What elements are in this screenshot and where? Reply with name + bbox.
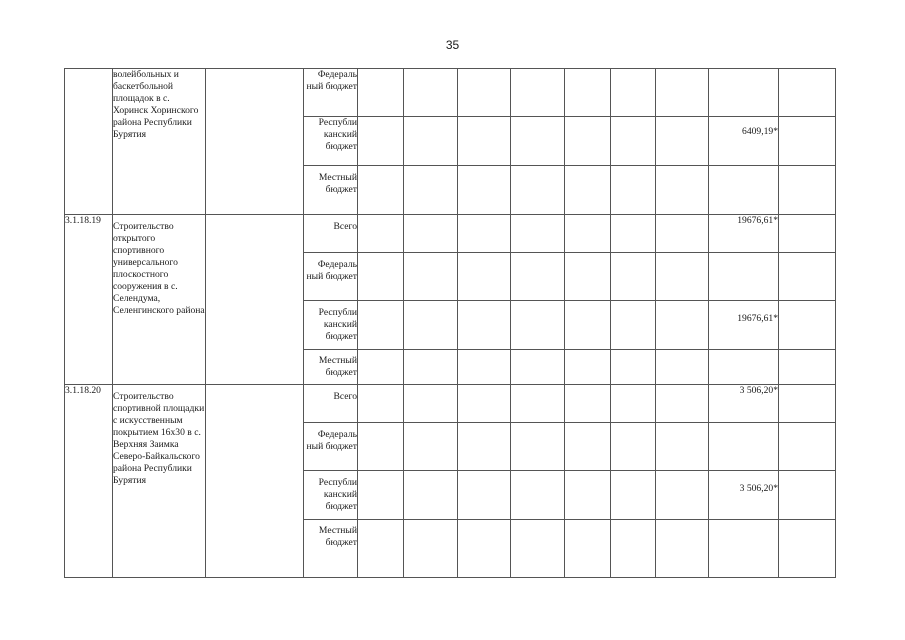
funding-source: Республи канский бюджет	[304, 117, 358, 166]
amount-value	[709, 350, 779, 385]
empty-cell	[206, 69, 304, 215]
page-number: 35	[445, 38, 460, 52]
table-row	[65, 215, 836, 253]
table-row	[65, 385, 836, 423]
row-code	[65, 69, 113, 215]
empty-cell	[206, 215, 304, 385]
funding-source: Местный бюджет	[304, 350, 358, 385]
amount-value	[709, 166, 779, 215]
funding-source: Местный бюджет	[304, 166, 358, 215]
funding-source: Всего	[304, 215, 358, 253]
funding-source: Местный бюджет	[304, 520, 358, 578]
amount-value	[709, 69, 779, 117]
amount-value: 3 506,20*	[709, 385, 779, 423]
table-row	[65, 69, 836, 117]
event-name: волейбольных и баскетбольной площадок в с. Хоринск Хоринского района Республики Бурятия	[113, 69, 206, 215]
empty-cell	[206, 385, 304, 578]
amount-value	[709, 520, 779, 578]
funding-source: Федераль ный бюджет	[304, 253, 358, 301]
amount-value: 19676,61*	[709, 215, 779, 253]
program-table	[64, 68, 836, 578]
event-name: Строительство спортивной площадки с искусственным покрытием 16х30 в с. Верхняя Заимка Северо-Байкальского района Республики Бурятия	[113, 385, 206, 578]
funding-source: Федераль ный бюджет	[304, 423, 358, 471]
amount-value: 19676,61*	[709, 301, 779, 350]
event-name: Строительство открытого спортивного универсального плоскостного сооружения в с. Селендума, Селенгинского района	[113, 215, 206, 385]
amount-value: 3 506,20*	[709, 471, 779, 520]
funding-source: Республи канский бюджет	[304, 301, 358, 350]
amount-value	[709, 253, 779, 301]
funding-source: Республи канский бюджет	[304, 471, 358, 520]
amount-value: 6409,19*	[709, 117, 779, 166]
funding-source: Всего	[304, 385, 358, 423]
funding-source: Федераль ный бюджет	[304, 69, 358, 117]
row-code: 3.1.18.19	[65, 215, 113, 385]
row-code: 3.1.18.20	[65, 385, 113, 578]
amount-value	[709, 423, 779, 471]
